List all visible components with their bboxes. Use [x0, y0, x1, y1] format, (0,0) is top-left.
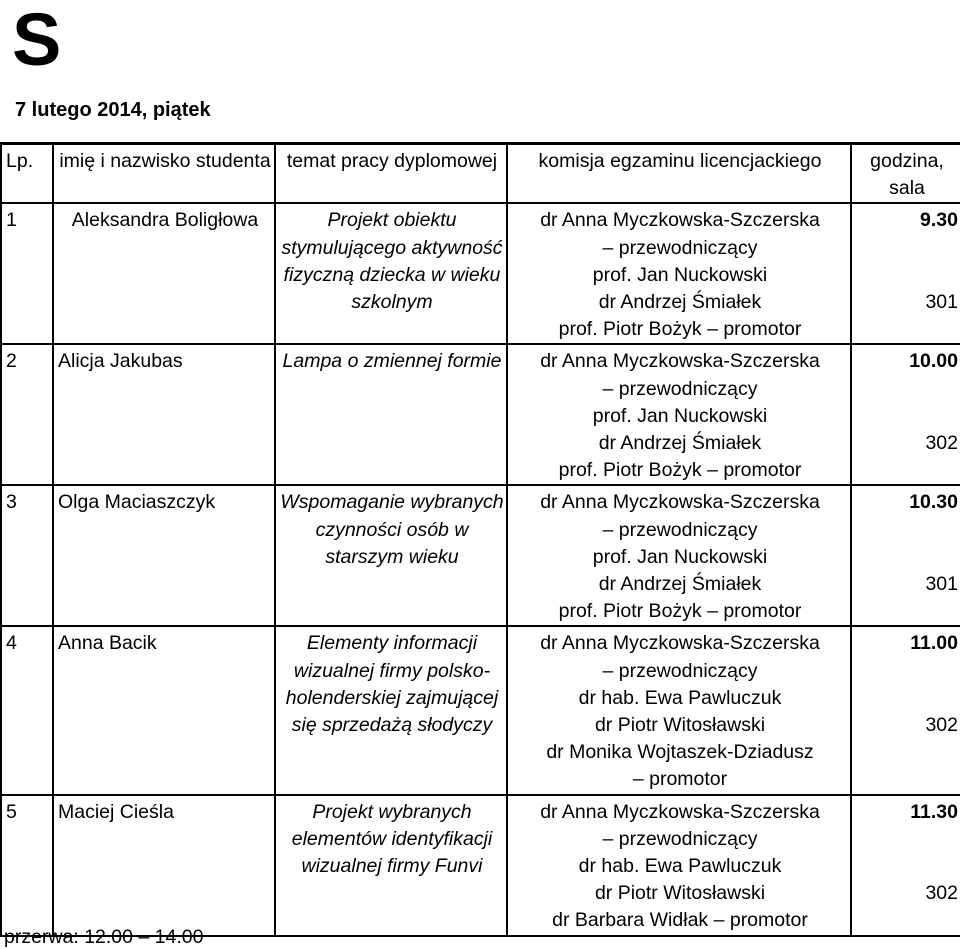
committee-member: – przewodniczący [602, 827, 758, 850]
exam-date: 7 lutego 2014, piątek [15, 99, 211, 121]
committee-member: dr Monika Wojtaszek-Dziadusz [546, 741, 814, 764]
student-name: Olga Maciaszczyk [53, 485, 275, 626]
exam-room: 301 [925, 290, 958, 313]
time-room-cell [851, 203, 960, 344]
exam-room: 302 [925, 713, 958, 736]
column-header-time-room: godzina, sala [851, 144, 960, 203]
committee-member: prof. Jan Nuckowski [592, 263, 768, 286]
committee-member: dr Anna Myczkowska-Szczerska [540, 209, 820, 232]
committee-member: – przewodniczący [602, 659, 758, 682]
student-name: Alicja Jakubas [53, 344, 275, 485]
committee-member: dr Anna Myczkowska-Szczerska [540, 491, 820, 514]
column-header-topic: temat pracy dyplomowej [275, 144, 507, 203]
committee-list [507, 344, 851, 485]
committee-member: dr Anna Myczkowska-Szczerska [540, 632, 820, 655]
exam-schedule-table [0, 143, 960, 937]
committee-member: dr Barbara Widłak – promotor [552, 909, 808, 932]
committee-member: – promotor [632, 768, 728, 791]
time-room-cell [851, 485, 960, 626]
thesis-topic: Elementy informacji wizualnej firmy polsko-holenderskiej zajmującej się sprzedażą słodyczy [275, 626, 507, 794]
thesis-topic: Projekt wybranych elementów identyfikacji wizualnej firmy Funvi [275, 795, 507, 936]
table-row [1, 344, 960, 485]
column-header-student: imię i nazwisko studenta [53, 144, 275, 203]
table-header-row [1, 144, 960, 203]
committee-member: prof. Piotr Bożyk – promotor [558, 318, 802, 341]
time-room-cell [851, 626, 960, 794]
column-header-lp: Lp. [1, 144, 53, 203]
exam-room: 302 [925, 431, 958, 454]
student-name: Maciej Cieśla [53, 795, 275, 936]
committee-member: dr Andrzej Śmiałek [598, 291, 762, 314]
table-row [1, 203, 960, 344]
row-number: 2 [1, 344, 53, 485]
committee-member: – przewodniczący [602, 518, 758, 541]
student-name: Anna Bacik [53, 626, 275, 794]
committee-member: dr Andrzej Śmiałek [598, 573, 762, 596]
committee-list [507, 485, 851, 626]
column-header-committee: komisja egzaminu licencjackiego [507, 144, 851, 203]
exam-time: 9.30 [920, 209, 958, 232]
table-row [1, 626, 960, 794]
exam-time: 11.30 [910, 800, 958, 823]
page-header [0, 0, 960, 144]
committee-member: dr hab. Ewa Pawluczuk [578, 686, 782, 709]
committee-member: – przewodniczący [602, 377, 758, 400]
row-number: 4 [1, 626, 53, 794]
committee-member: dr Anna Myczkowska-Szczerska [540, 350, 820, 373]
committee-member: dr Andrzej Śmiałek [598, 432, 762, 455]
committee-list [507, 203, 851, 344]
committee-member: prof. Piotr Bożyk – promotor [558, 600, 802, 623]
committee-member: dr Piotr Witosławski [594, 882, 766, 905]
table-row [1, 485, 960, 626]
committee-member: – przewodniczący [602, 236, 758, 259]
exam-time: 10.30 [909, 491, 958, 514]
student-name: Aleksandra Boligłowa [53, 203, 275, 344]
committee-member: dr hab. Ewa Pawluczuk [578, 855, 782, 878]
committee-member: prof. Jan Nuckowski [592, 545, 768, 568]
table-row [1, 795, 960, 936]
committee-member: prof. Piotr Bożyk – promotor [558, 459, 802, 482]
committee-list [507, 626, 851, 794]
thesis-topic: Projekt obiektu stymulującego aktywność fizyczną dziecka w wieku szkolnym [275, 203, 507, 344]
committee-member: dr Piotr Witosławski [594, 714, 766, 737]
break-note: przerwa: 12.00 – 14.00 [4, 926, 204, 948]
row-number: 5 [1, 795, 53, 936]
time-room-cell [851, 795, 960, 936]
committee-member: dr Anna Myczkowska-Szczerska [540, 800, 820, 823]
row-number: 1 [1, 203, 53, 344]
time-room-cell [851, 344, 960, 485]
exam-room: 302 [925, 881, 958, 904]
exam-time: 10.00 [909, 350, 958, 373]
thesis-topic: Lampa o zmiennej formie [275, 344, 507, 485]
exam-time: 11.00 [910, 632, 958, 655]
committee-list [507, 795, 851, 936]
exam-room: 301 [925, 572, 958, 595]
committee-member: prof. Jan Nuckowski [592, 404, 768, 427]
thesis-topic: Wspomaganie wybranych czynności osób w starszym wieku [275, 485, 507, 626]
section-letter: S [12, 0, 62, 81]
row-number: 3 [1, 485, 53, 626]
